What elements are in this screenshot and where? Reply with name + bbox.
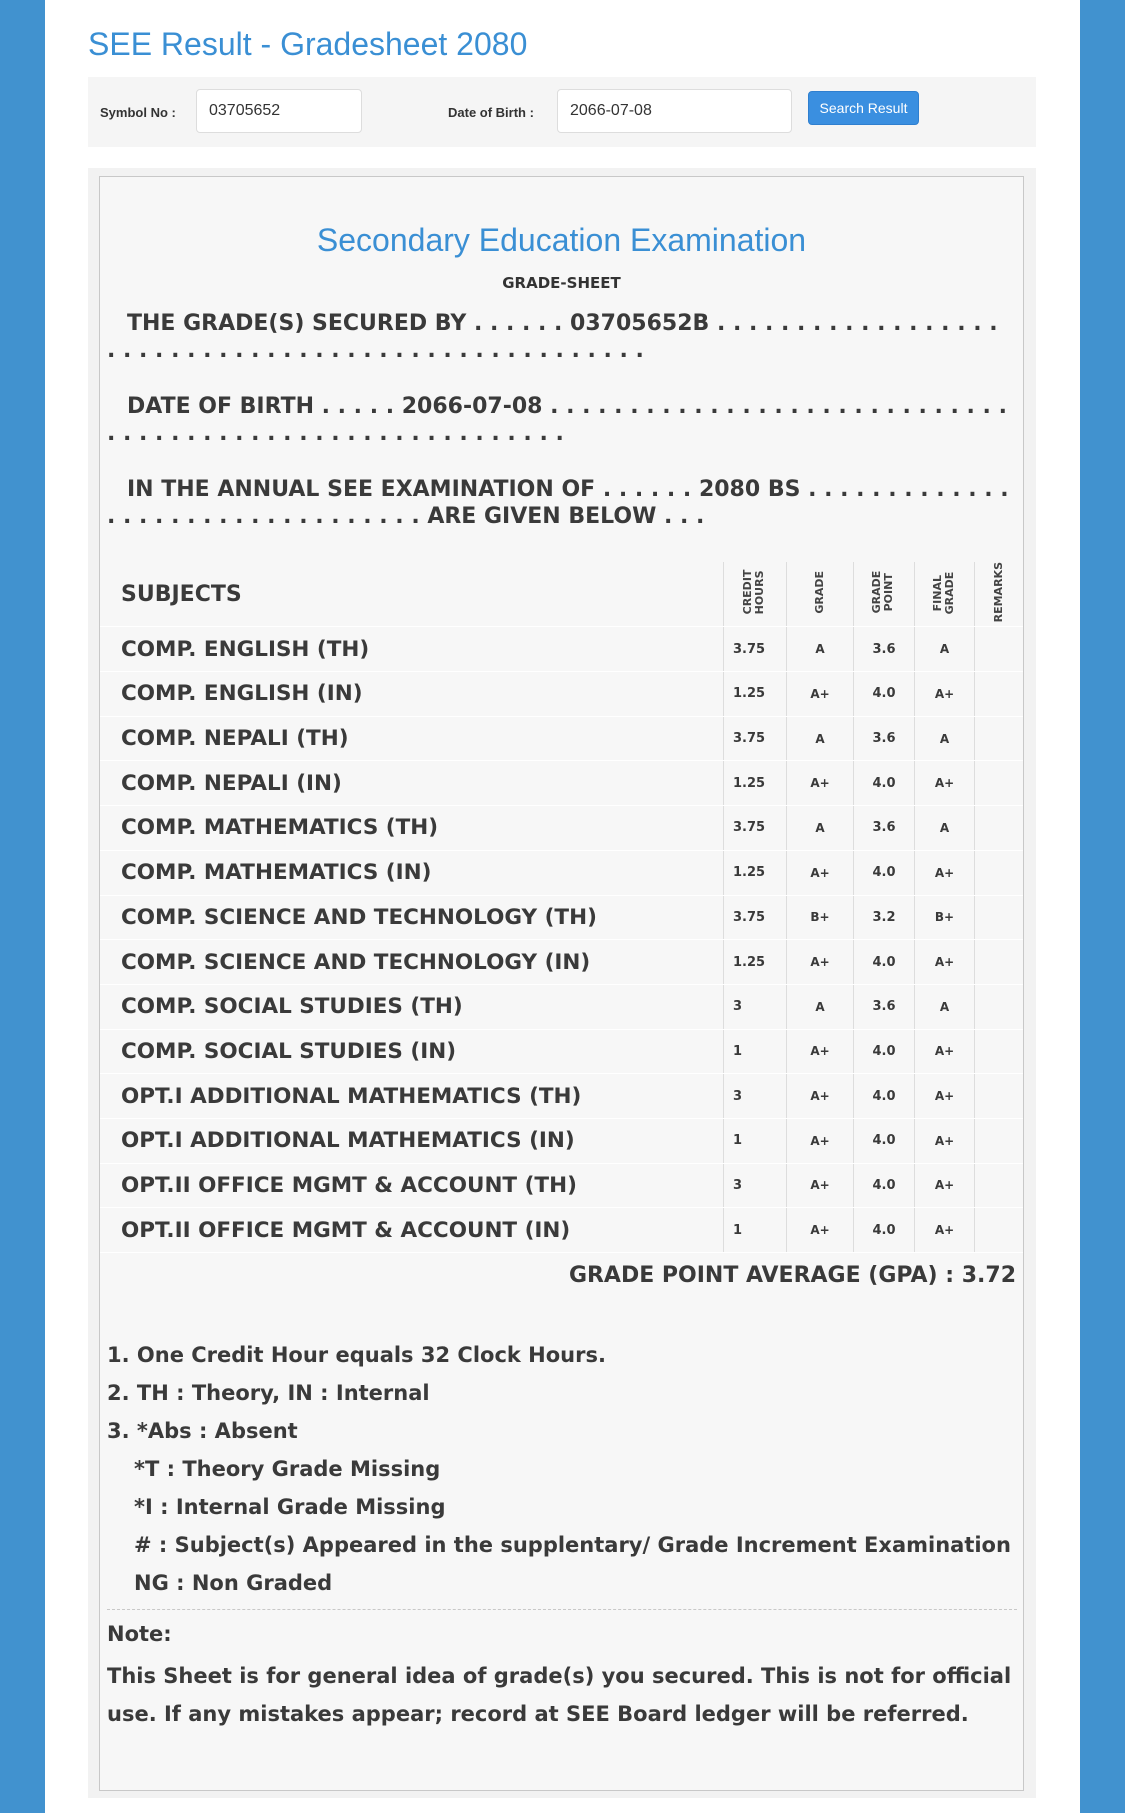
- table-row: [100, 1074, 1023, 1119]
- remarks-cell: [975, 627, 1024, 672]
- table-row: [100, 806, 1023, 851]
- grade-cell: A+: [787, 672, 854, 717]
- credit-hours-cell: 3.75: [724, 806, 787, 851]
- grade-cell: A+: [787, 1074, 854, 1119]
- search-form: [88, 77, 1036, 147]
- grade-cell: A+: [787, 850, 854, 895]
- header-grade: GRADE: [787, 562, 854, 627]
- dob-label: Date of Birth :: [448, 105, 534, 120]
- grade-cell: A: [787, 806, 854, 851]
- note-item: 1. One Credit Hour equals 32 Clock Hours.: [107, 1343, 606, 1367]
- table-row: [100, 1163, 1023, 1208]
- subject-cell: COMP. NEPALI (TH): [100, 716, 724, 761]
- grade-cell: A+: [787, 940, 854, 985]
- grade-point-cell: 3.6: [854, 984, 915, 1029]
- credit-hours-cell: 1: [724, 1208, 787, 1253]
- grade-cell: A+: [787, 1163, 854, 1208]
- grade-sheet: [99, 176, 1024, 1791]
- symbol-label: Symbol No :: [100, 105, 176, 120]
- remarks-cell: [975, 895, 1024, 940]
- subject-cell: COMP. NEPALI (IN): [100, 761, 724, 806]
- credit-hours-cell: 3.75: [724, 716, 787, 761]
- grade-point-cell: 4.0: [854, 1029, 915, 1074]
- subject-cell: COMP. SCIENCE AND TECHNOLOGY (IN): [100, 940, 724, 985]
- remarks-cell: [975, 716, 1024, 761]
- grade-point-cell: 4.0: [854, 940, 915, 985]
- credit-hours-cell: 3: [724, 984, 787, 1029]
- remarks-cell: [975, 1163, 1024, 1208]
- credit-hours-cell: 3: [724, 1074, 787, 1119]
- subject-cell: OPT.I ADDITIONAL MATHEMATICS (IN): [100, 1118, 724, 1163]
- symbol-input[interactable]: [196, 89, 362, 133]
- table-row: [100, 627, 1023, 672]
- note-item: # : Subject(s) Appeared in the supplentary/ Grade Increment Examination: [134, 1533, 1011, 1557]
- credit-hours-cell: 1.25: [724, 940, 787, 985]
- notes-divider: [107, 1609, 1017, 1610]
- exam-text: IN THE ANNUAL SEE EXAMINATION OF . . . . . . 2080 BS . . . . . . . . . . . . . . . . . . . . . . . . . . . . . . . . . ARE GIVEN BELOW . . .: [107, 477, 1009, 529]
- final-grade-cell: B+: [915, 895, 975, 940]
- exam-line: [107, 476, 1012, 530]
- table-row: [100, 761, 1023, 806]
- subject-cell: OPT.I ADDITIONAL MATHEMATICS (TH): [100, 1074, 724, 1119]
- grades-table: [100, 562, 1023, 1253]
- credit-hours-cell: 3.75: [724, 627, 787, 672]
- note-item: *I : Internal Grade Missing: [134, 1495, 446, 1519]
- grade-point-cell: 4.0: [854, 672, 915, 717]
- result-panel: [88, 168, 1036, 1798]
- subject-cell: OPT.II OFFICE MGMT & ACCOUNT (IN): [100, 1208, 724, 1253]
- table-row: [100, 984, 1023, 1029]
- search-result-button[interactable]: Search Result: [808, 91, 919, 125]
- credit-hours-cell: 1: [724, 1118, 787, 1163]
- grade-cell: B+: [787, 895, 854, 940]
- table-row: [100, 672, 1023, 717]
- table-header-row: [100, 562, 1023, 627]
- grade-point-cell: 3.6: [854, 716, 915, 761]
- gpa-text: GRADE POINT AVERAGE (GPA) : 3.72: [568, 1263, 1016, 1288]
- final-grade-cell: A+: [915, 672, 975, 717]
- grade-cell: A+: [787, 761, 854, 806]
- grade-point-cell: 3.6: [854, 627, 915, 672]
- credit-hours-cell: 1: [724, 1029, 787, 1074]
- subject-cell: COMP. SCIENCE AND TECHNOLOGY (TH): [100, 895, 724, 940]
- remarks-cell: [975, 806, 1024, 851]
- final-grade-cell: A+: [915, 1163, 975, 1208]
- secured-by-text: THE GRADE(S) SECURED BY . . . . . . 03705652B . . . . . . . . . . . . . . . . . . . . . . . . . . . . . . . . . . . . . . . . . . . . . . . . . . . .: [107, 311, 998, 363]
- header-remarks: REMARKS: [975, 562, 1024, 627]
- remarks-cell: [975, 1029, 1024, 1074]
- table-row: [100, 1118, 1023, 1163]
- subject-cell: COMP. ENGLISH (TH): [100, 627, 724, 672]
- final-grade-cell: A+: [915, 1074, 975, 1119]
- remarks-cell: [975, 672, 1024, 717]
- date-of-birth-line: [107, 393, 1012, 447]
- subject-cell: COMP. SOCIAL STUDIES (IN): [100, 1029, 724, 1074]
- subject-cell: COMP. SOCIAL STUDIES (TH): [100, 984, 724, 1029]
- final-grade-cell: A: [915, 716, 975, 761]
- credit-hours-cell: 1.25: [724, 761, 787, 806]
- header-subjects: SUBJECTS: [100, 562, 724, 627]
- final-grade-cell: A+: [915, 1208, 975, 1253]
- final-grade-cell: A: [915, 627, 975, 672]
- remarks-cell: [975, 940, 1024, 985]
- grade-cell: A+: [787, 1029, 854, 1074]
- credit-hours-cell: 3: [724, 1163, 787, 1208]
- remarks-cell: [975, 761, 1024, 806]
- remarks-cell: [975, 1208, 1024, 1253]
- remarks-cell: [975, 1074, 1024, 1119]
- credit-hours-cell: 1.25: [724, 672, 787, 717]
- header-final-grade: FINAL GRADE: [915, 562, 975, 627]
- grade-sheet-label: GRADE-SHEET: [502, 274, 621, 292]
- remarks-cell: [975, 1118, 1024, 1163]
- header-credit-hours: CREDIT HOURS: [724, 562, 787, 627]
- subject-cell: OPT.II OFFICE MGMT & ACCOUNT (TH): [100, 1163, 724, 1208]
- credit-hours-cell: 1.25: [724, 850, 787, 895]
- note-item: 2. TH : Theory, IN : Internal: [107, 1381, 430, 1405]
- note-item: *T : Theory Grade Missing: [134, 1457, 441, 1481]
- notes-list: [107, 1336, 1012, 1602]
- final-grade-cell: A+: [915, 1118, 975, 1163]
- date-of-birth-text: DATE OF BIRTH . . . . . 2066-07-08 . . . . . . . . . . . . . . . . . . . . . . . . . . . . . . . . . . . . . . . . . . . . . . . . . . . . . . . . . .: [107, 394, 1007, 446]
- note-item: 3. *Abs : Absent: [107, 1419, 298, 1443]
- grade-cell: A: [787, 984, 854, 1029]
- grade-point-cell: 4.0: [854, 1163, 915, 1208]
- grade-point-cell: 4.0: [854, 761, 915, 806]
- grade-cell: A: [787, 627, 854, 672]
- page-title: SEE Result - Gradesheet 2080: [88, 26, 528, 62]
- grade-rows: [100, 627, 1023, 1253]
- header-grade-point: GRADE POINT: [854, 562, 915, 627]
- grade-point-cell: 3.2: [854, 895, 915, 940]
- grade-point-cell: 4.0: [854, 1118, 915, 1163]
- table-row: [100, 940, 1023, 985]
- grade-point-cell: 4.0: [854, 1074, 915, 1119]
- remarks-cell: [975, 850, 1024, 895]
- table-row: [100, 716, 1023, 761]
- final-grade-cell: A+: [915, 940, 975, 985]
- note-label: Note:: [107, 1622, 172, 1646]
- final-grade-cell: A: [915, 984, 975, 1029]
- final-grade-cell: A+: [915, 1029, 975, 1074]
- note-item: NG : Non Graded: [134, 1571, 333, 1595]
- final-grade-cell: A: [915, 806, 975, 851]
- table-row: [100, 1208, 1023, 1253]
- disclaimer-text: This Sheet is for general idea of grade(s) you secured. This is not for official use. If any mistakes appear; record at SEE Board ledger will be referred.: [107, 1664, 1012, 1726]
- credit-hours-cell: 3.75: [724, 895, 787, 940]
- subject-cell: COMP. ENGLISH (IN): [100, 672, 724, 717]
- remarks-cell: [975, 984, 1024, 1029]
- grade-cell: A: [787, 716, 854, 761]
- subject-cell: COMP. MATHEMATICS (TH): [100, 806, 724, 851]
- table-row: [100, 895, 1023, 940]
- table-row: [100, 850, 1023, 895]
- grade-cell: A+: [787, 1118, 854, 1163]
- exam-title: Secondary Education Examination: [316, 222, 807, 258]
- page-container: [45, 0, 1080, 1813]
- dob-input[interactable]: [557, 89, 792, 133]
- grade-cell: A+: [787, 1208, 854, 1253]
- final-grade-cell: A+: [915, 850, 975, 895]
- subject-cell: COMP. MATHEMATICS (IN): [100, 850, 724, 895]
- secured-by-line: [107, 310, 1012, 364]
- grade-point-cell: 3.6: [854, 806, 915, 851]
- grade-point-cell: 4.0: [854, 850, 915, 895]
- grade-point-cell: 4.0: [854, 1208, 915, 1253]
- table-row: [100, 1029, 1023, 1074]
- final-grade-cell: A+: [915, 761, 975, 806]
